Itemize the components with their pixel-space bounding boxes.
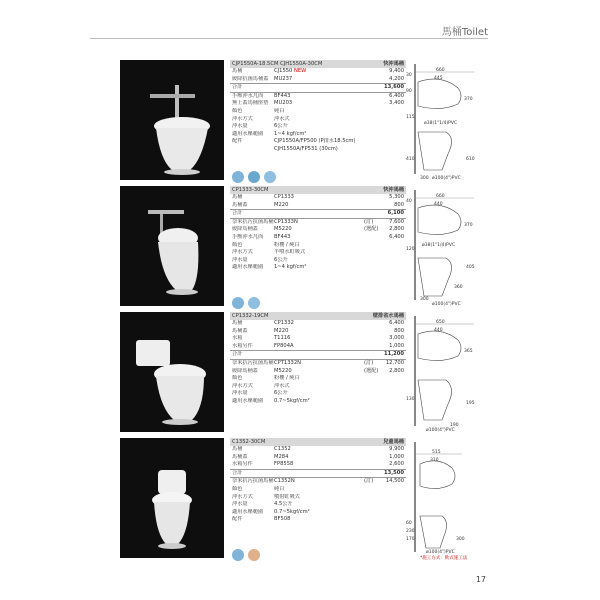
spec-label: 奈米抗污抗菌馬桶 — [232, 218, 274, 225]
spec-header — [230, 60, 406, 68]
spec-label: 沖水方式 — [232, 249, 253, 256]
spec-value: CJP1550A/FP500 (P排水18.5cm) — [274, 138, 356, 145]
spec-value: M220 — [274, 201, 289, 208]
spec-label: 馬桶 — [232, 194, 243, 200]
product-block-2 — [120, 186, 486, 311]
spec-label: 配件 — [232, 138, 243, 145]
dimension-label: 90 — [406, 89, 412, 94]
spec-label: 緩降馬桶蓋 — [232, 367, 258, 374]
flush-icon — [248, 171, 260, 183]
dimension-label: 40 — [406, 199, 412, 204]
order-tag: (訂) — [364, 359, 374, 366]
spec-value: 0.7~5kgf/cm² — [274, 397, 310, 404]
water-saving-icon — [232, 549, 244, 561]
pipe-note: ø100(4")PVC — [426, 428, 455, 433]
dimension-label: 610 — [466, 157, 475, 162]
spec-label: 合計 — [232, 469, 243, 476]
water-saving-icon — [232, 297, 244, 309]
spec-value: CPT1332N — [274, 359, 302, 366]
dimension-label: 365 — [464, 349, 473, 354]
dimension-label: 60 — [406, 521, 412, 526]
spec-value: 純白 — [274, 107, 285, 114]
dimension-label: 660 — [436, 68, 445, 73]
spec-price: 1,000 — [389, 342, 404, 349]
option-tag: (選配) — [364, 226, 379, 233]
product-category: 快沖馬桶 — [383, 187, 404, 193]
spec-label: 水箱另件 — [232, 342, 253, 349]
spec-label: 馬桶 — [232, 320, 243, 326]
spec-label: 沖水量 — [232, 123, 248, 130]
spec-value: BF443 — [274, 233, 291, 240]
spec-label: 奈米抗污抗菌馬桶 — [232, 359, 274, 366]
product-category: 快沖馬桶 — [383, 61, 404, 67]
model-code: CJP1550A-18.5CM CJH1550A-30CM — [232, 61, 323, 67]
antibacterial-icon — [248, 297, 260, 309]
spec-label: 緩降抗菌馬桶蓋 — [232, 75, 269, 82]
spec-price: 3,400 — [389, 100, 404, 107]
spec-label: 水箱另件 — [232, 461, 253, 468]
spec-value: 4.5公升 — [274, 501, 293, 508]
spec-value: 沖水式 — [274, 115, 290, 122]
spec-label: 水箱 — [232, 335, 243, 342]
spec-value: C1352 — [274, 446, 291, 452]
spec-table — [230, 312, 406, 406]
feature-icons — [232, 549, 260, 561]
spec-value: CP1333 — [274, 194, 294, 200]
spec-label: 顏色 — [232, 107, 243, 114]
spec-value: M284 — [274, 453, 289, 460]
spec-label: 合計 — [232, 210, 243, 217]
total-price: 6,100 — [387, 210, 404, 217]
spec-label: 手壓沖水凡而 — [232, 92, 264, 99]
spec-label: 顏色 — [232, 485, 243, 492]
total-price: 11,200 — [383, 351, 404, 358]
dimension-label: 445 — [434, 76, 443, 81]
spec-price: 2,800 — [389, 367, 404, 374]
dimension-label: 650 — [436, 320, 445, 325]
spec-price: 1,000 — [389, 453, 404, 460]
spec-table — [230, 186, 406, 272]
spec-value: 6公升 — [274, 390, 288, 397]
dimension-label: 230 — [406, 529, 415, 534]
new-badge: NEW — [294, 68, 307, 74]
spec-value: 純白 — [274, 485, 285, 492]
spec-label: 馬桶 — [232, 446, 243, 452]
spec-value: 粉櫻 / 純白 — [274, 241, 300, 248]
spec-value: 半噴水虹吸式 — [274, 249, 306, 256]
spec-price: 2,800 — [389, 226, 404, 233]
spec-label: 沖水方式 — [232, 382, 253, 389]
spec-header — [230, 312, 406, 320]
spec-label: 無上蓋馬桶座墊 — [232, 100, 269, 107]
product-photo — [120, 312, 224, 432]
dimension-label: 360 — [454, 285, 463, 290]
product-photo — [120, 438, 224, 558]
technical-drawing — [406, 314, 486, 434]
spec-label: 配件 — [232, 516, 243, 523]
dimension-label: 410 — [406, 157, 415, 162]
pipe-note: ø100(4")PVC — [426, 550, 455, 555]
dimension-label: 660 — [436, 194, 445, 199]
spec-value: CJH1550A/FP531 (30cm) — [274, 145, 338, 152]
spec-value: 0.7~5kgf/cm² — [274, 508, 310, 515]
total-price: 13,600 — [383, 84, 404, 91]
spec-label: 沖水方式 — [232, 115, 253, 122]
dimension-label: 300 — [420, 176, 429, 181]
product-category: 壁排省水馬桶 — [372, 313, 404, 319]
spec-label: 適用水壓範圍 — [232, 397, 264, 404]
pipe-note: ø38(1"1/4)PVC — [424, 121, 458, 126]
spec-price: 14,500 — [385, 478, 404, 485]
dimension-label: 310 — [430, 458, 439, 463]
spec-value: FP804A — [274, 342, 294, 349]
product-category: 兒童馬桶 — [383, 439, 404, 445]
spec-price: 12,700 — [385, 359, 404, 366]
pipe-note: ø100(4")PVC — [432, 302, 461, 307]
spec-label: 手壓沖水凡而 — [232, 233, 264, 240]
technical-drawing — [406, 440, 486, 560]
pipe-note: ø38(1"1/4)PVC — [422, 243, 456, 248]
technical-drawing — [406, 62, 486, 182]
spec-label: 奈米抗污抗菌馬桶 — [232, 478, 274, 485]
spec-price: 9,400 — [389, 68, 404, 74]
dimension-label: 115 — [406, 115, 415, 120]
spec-label: 沖水量 — [232, 390, 248, 397]
spec-price: 6,400 — [389, 92, 404, 99]
spec-value: 沖水式 — [274, 382, 290, 389]
spec-label: 馬桶蓋 — [232, 453, 248, 460]
spec-price: 4,200 — [389, 75, 404, 82]
order-tag: (訂) — [364, 218, 374, 225]
product-block-4 — [120, 438, 486, 563]
dimension-label: 370 — [464, 97, 473, 102]
spec-label: 沖水量 — [232, 501, 248, 508]
dimension-label: 405 — [466, 265, 475, 270]
technical-drawing — [406, 188, 486, 308]
spec-value: 1~4 kgf/cm² — [274, 264, 307, 271]
spec-price: 800 — [394, 327, 404, 334]
spec-label: 顏色 — [232, 375, 243, 382]
dimension-label: 300 — [456, 537, 465, 542]
model-code: C1352-30CM — [232, 439, 266, 445]
pipe-note: ø100(4")PVC — [432, 176, 461, 181]
spec-price: 9,900 — [389, 446, 404, 452]
spec-value: 噴射虹吸式 — [274, 493, 300, 500]
spec-price: 6,400 — [389, 320, 404, 326]
spec-label: 合計 — [232, 84, 243, 91]
dimension-label: 440 — [434, 328, 443, 333]
dimension-label: 120 — [406, 247, 415, 252]
antibacterial-icon — [264, 171, 276, 183]
spec-value: 1~4 kgf/cm² — [274, 130, 307, 137]
spec-label: 顏色 — [232, 241, 243, 248]
spec-value: M5220 — [274, 367, 292, 374]
spec-label: 緩降馬桶蓋 — [232, 226, 258, 233]
spec-table — [230, 60, 406, 154]
dimension-label: 300 — [420, 297, 429, 302]
spec-value: 6公升 — [274, 256, 288, 263]
spec-value: C1352N — [274, 478, 295, 485]
spec-table — [230, 438, 406, 524]
spec-value: 粉櫻 / 純白 — [274, 375, 300, 382]
spec-value: M5220 — [274, 226, 292, 233]
dimension-label: 370 — [464, 223, 473, 228]
dimension-label: 515 — [432, 450, 441, 455]
model-code: CP1333-30CM — [232, 187, 269, 193]
spec-header — [230, 438, 406, 446]
spec-value: BF508 — [274, 516, 291, 523]
spec-value: CP1332 — [274, 320, 294, 326]
spec-header — [230, 186, 406, 194]
spec-value: M220 — [274, 327, 289, 334]
header-rule — [90, 38, 488, 39]
dimension-label: 195 — [466, 401, 475, 406]
spec-label: 馬桶蓋 — [232, 201, 248, 208]
spec-value: MU237 — [274, 75, 293, 82]
spec-label: 沖水方式 — [232, 493, 253, 500]
spec-price: 3,000 — [389, 335, 404, 342]
spec-value: FP8558 — [274, 461, 294, 468]
page-number: 17 — [475, 575, 486, 584]
spec-value: T1116 — [274, 335, 291, 342]
spec-label: 適用水壓範圍 — [232, 130, 264, 137]
spec-label: 適用水壓範圍 — [232, 508, 264, 515]
feature-icons — [232, 297, 260, 309]
spec-price: 800 — [394, 201, 404, 208]
spec-price: 6,400 — [389, 233, 404, 240]
model-code: CP1332-19CM — [232, 313, 269, 319]
spec-label: 沖水量 — [232, 256, 248, 263]
spec-label: 馬桶 — [232, 68, 243, 74]
spec-label — [232, 146, 274, 153]
spec-price: 7,600 — [389, 218, 404, 225]
total-price: 13,500 — [383, 469, 404, 476]
product-photo — [120, 186, 224, 306]
construction-note: *施工方式：軟式施工法 — [420, 556, 468, 560]
water-saving-icon — [232, 171, 244, 183]
product-block-3 — [120, 312, 486, 437]
dimension-label: 190 — [450, 423, 459, 428]
spec-value: BF443 — [274, 92, 291, 99]
dimension-label: 130 — [406, 397, 415, 402]
spec-value: CP1333N — [274, 218, 298, 225]
dimension-label: 440 — [434, 202, 443, 207]
spec-label: 合計 — [232, 351, 243, 358]
dimension-label: 170 — [406, 537, 415, 542]
spec-value: 6公升 — [274, 123, 288, 130]
spec-price: 5,300 — [389, 194, 404, 200]
product-block-1 — [120, 60, 486, 185]
option-tag: (選配) — [364, 367, 379, 374]
product-photo — [120, 60, 224, 180]
spec-label: 適用水壓範圍 — [232, 264, 264, 271]
spec-value: MU203 — [274, 100, 293, 107]
spec-price: 2,600 — [389, 461, 404, 468]
child-icon — [248, 549, 260, 561]
feature-icons — [232, 171, 276, 183]
order-tag: (訂) — [364, 478, 374, 485]
dimension-label: 30 — [406, 73, 412, 78]
page-header-title: 馬桶Toilet — [441, 27, 488, 38]
spec-label: 馬桶蓋 — [232, 327, 248, 334]
spec-value: CJ1550 — [274, 68, 293, 74]
